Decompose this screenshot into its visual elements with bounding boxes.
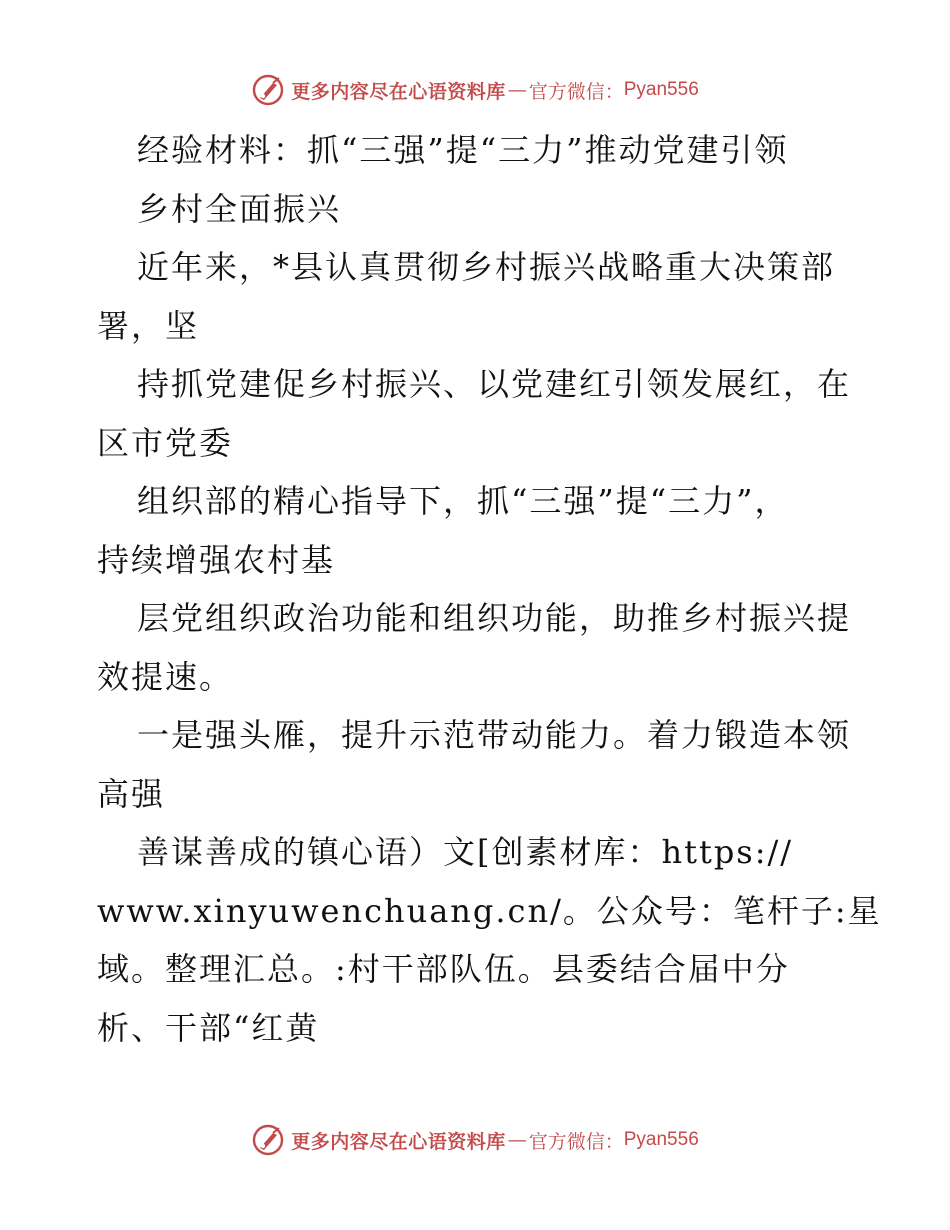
header-watermark	[0, 70, 950, 110]
doc-line: 持抓党建促乡村振兴、以党建红引领发展红，在	[137, 365, 852, 403]
watermark-main-text: 更多内容尽在心语资料库	[291, 80, 506, 103]
watermark-main-text: 更多内容尽在心语资料库	[291, 1130, 506, 1153]
doc-line: 区市党委	[97, 423, 234, 462]
document-body	[97, 121, 882, 1057]
doc-line: 组织部的精心指导下，抓“三强”提“三力”，	[137, 482, 789, 520]
watermark-wechat-label: 官方微信：	[528, 80, 624, 103]
quill-circle-icon	[251, 1123, 285, 1157]
watermark-wechat-id: Pyan556	[623, 79, 699, 100]
doc-line: 经验材料：抓“三强”提“三力”推动党建引领	[137, 131, 789, 169]
quill-circle-icon	[251, 73, 285, 107]
watermark-wechat-id: Pyan556	[623, 1129, 699, 1150]
doc-line: 署，坚	[97, 306, 200, 345]
watermark-separator: —	[507, 79, 527, 101]
footer-watermark	[0, 1120, 950, 1160]
doc-line: 善谋善成的镇心语）文[创素材库：https://	[137, 833, 794, 871]
doc-line: 高强	[97, 774, 166, 813]
doc-line: www.xinyuwenchuang.cn/。公众号：笔杆子:星	[97, 891, 882, 930]
doc-line: 析、干部“红黄	[97, 1008, 320, 1047]
doc-line: 乡村全面振兴	[137, 189, 342, 228]
watermark-wechat-label: 官方微信：	[528, 1130, 624, 1153]
doc-line: 层党组织政治功能和组织功能，助推乡村振兴提	[137, 599, 852, 637]
watermark-separator: —	[507, 1129, 527, 1151]
doc-line: 一是强头雁，提升示范带动能力。着力锻造本领	[137, 716, 852, 754]
doc-line: 效提速。	[97, 657, 234, 696]
doc-line: 持续增强农村基	[97, 540, 336, 579]
doc-line: 域。整理汇总。:村干部队伍。县委结合届中分	[97, 950, 790, 988]
doc-line: 近年来，*县认真贯彻乡村振兴战略重大决策部	[137, 248, 836, 286]
